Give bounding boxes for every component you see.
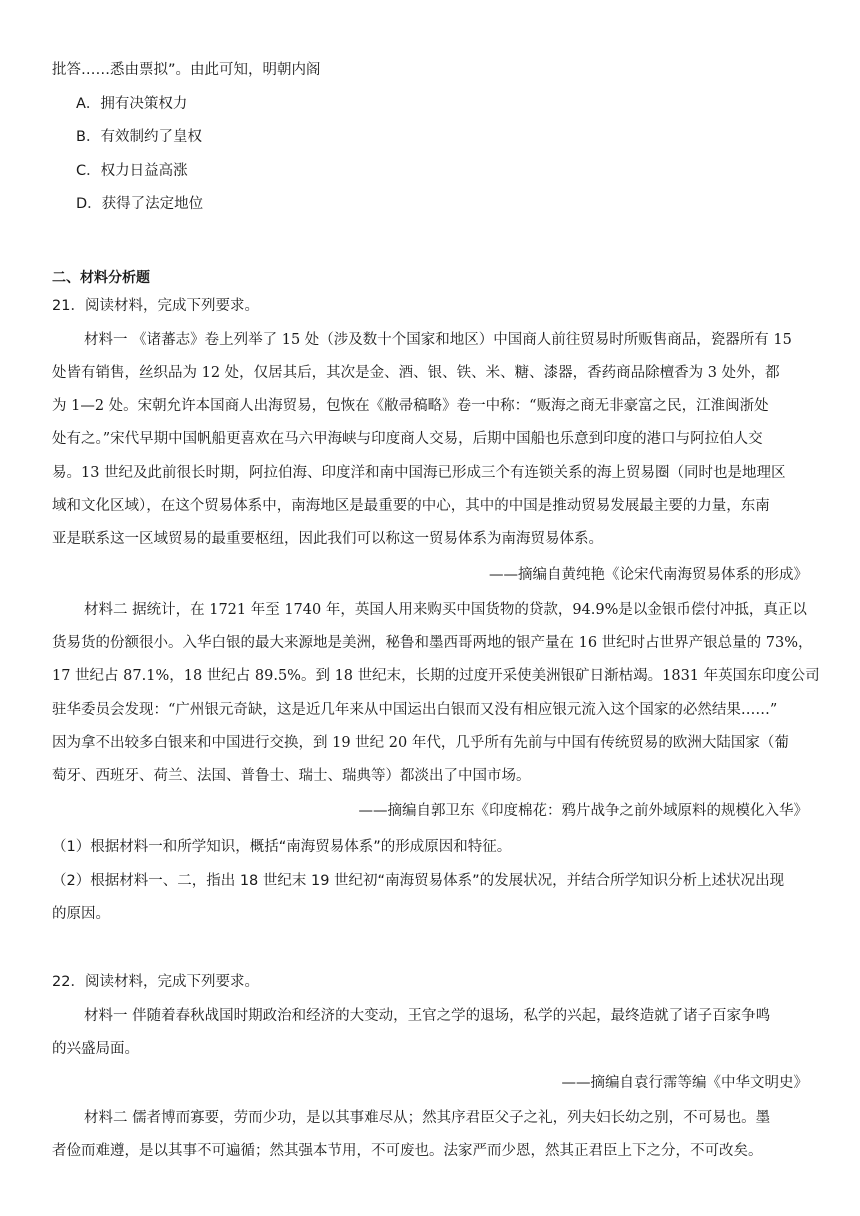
option-letter: D．	[76, 196, 102, 212]
q21-material2-line: 驻华委员会发现：“广州银元奇缺，这是近几年来从中国运出白银而又没有相应银元流入这个国家的必然结果……”	[52, 702, 778, 718]
q22-source1: ——摘编自袁行霈等编《中华文明史》	[561, 1075, 808, 1091]
q21-material2-line: 萄牙、西班牙、荷兰、法国、普鲁士、瑞士、瑞典等）都淡出了中国市场。	[52, 768, 531, 784]
q22-material2-line: 材料二 儒者博而寡要，劳而少功，是以其事难尽从；然其序君臣父子之礼，列夫妇长幼之别，不可易也。墨	[84, 1110, 771, 1126]
option-a[interactable]	[76, 94, 187, 114]
q21-material1-line: 材料一 《诸蕃志》卷上列举了 15 处（涉及数十个国家和地区）中国商人前往贸易时所贩售商品，瓷器所有 15	[84, 332, 792, 348]
q21-requirement-2-line: （2）根据材料一、二，指出 18 世纪末 19 世纪初“南海贸易体系”的发展状况，并结合所学知识分析上述状况出现	[52, 873, 785, 889]
section-title: 二、材料分析题	[52, 270, 150, 286]
q21-material1-line: 为 1—2 处。宋朝允许本国商人出海贸易，包恢在《敝帚稿略》卷一中称：“贩海之商无非豪富之民，江淮闽浙处	[52, 398, 769, 414]
q22-material2-line: 者俭而难遵，是以其事不可遍循；然其强本节用，不可废也。法家严而少恩，然其正君臣上下之分，不可改矣。	[52, 1143, 763, 1159]
option-d[interactable]	[76, 194, 203, 214]
q21-material2-line: 17 世纪占 87.1%，18 世纪占 89.5%。到 18 世纪末，长期的过度开采使美洲银矿日渐枯竭。1831 年英国东印度公司	[52, 668, 820, 684]
q21-material1-line: 易。13 世纪及此前很长时期，阿拉伯海、印度洋和南中国海已形成三个有连锁关系的海上贸易圈（同时也是地理区	[52, 465, 786, 481]
option-text: 拥有决策权力	[100, 96, 188, 112]
q21-material2-line: 因为拿不出较多白银来和中国进行交换，到 19 世纪 20 年代，几乎所有先前与中国有传统贸易的欧洲大陆国家（葡	[52, 735, 789, 751]
q21-material2-line: 货易货的份额很小。入华白银的最大来源地是美洲，秘鲁和墨西哥两地的银产量在 16 世纪时占世界产银总量的 73%，	[52, 635, 813, 651]
q21-material1-line: 处皆有销售，丝织品为 12 处，仅居其后，其次是金、酒、银、铁、米、糖、漆器，香药商品除檀香为 3 处外，都	[52, 365, 780, 381]
q21-title: 21．阅读材料，完成下列要求。	[52, 298, 259, 314]
option-text: 有效制约了皇权	[100, 129, 202, 145]
q22-material1-line: 的兴盛局面。	[52, 1041, 139, 1057]
q21-material2-line: 材料二 据统计，在 1721 年至 1740 年，英国人用来购买中国货物的贷款，94.9%是以金银币偿付冲抵，真正以	[84, 602, 807, 618]
q22-material1-line: 材料一 伴随着春秋战国时期政治和经济的大变动，王官之学的退场，私学的兴起，最终造就了诸子百家争鸣	[84, 1008, 771, 1024]
q21-requirement-1: （1）根据材料一和所学知识，概括“南海贸易体系”的形成原因和特征。	[52, 839, 512, 855]
q21-material1-line: 亚是联系这一区域贸易的最重要枢纽，因此我们可以称这一贸易体系为南海贸易体系。	[52, 531, 603, 547]
question-stem-tail: 批答……悉由票拟”。由此可知，明朝内阁	[52, 62, 321, 78]
q21-source2: ——摘编自郭卫东《印度棉花：鸦片战争之前外域原料的规模化入华》	[358, 803, 808, 819]
option-text: 权力日益高涨	[100, 163, 188, 179]
option-letter: B．	[76, 129, 101, 145]
q21-requirement-2-line: 的原因。	[52, 906, 110, 922]
q22-title: 22．阅读材料，完成下列要求。	[52, 974, 259, 990]
option-text: 获得了法定地位	[101, 196, 204, 212]
option-letter: C．	[76, 163, 101, 179]
q21-source1: ——摘编自黄纯艳《论宋代南海贸易体系的形成》	[489, 567, 808, 583]
q21-material1-line: 域和文化区域），在这个贸易体系中，南海地区是最重要的中心，其中的中国是推动贸易发展最主要的力量，东南	[52, 498, 770, 514]
q21-material1-line: 处有之。”宋代早期中国帆船更喜欢在马六甲海峡与印度商人交易，后期中国船也乐意到印度的港口与阿拉伯人交	[52, 431, 763, 447]
option-c[interactable]	[76, 161, 188, 181]
option-letter: A．	[76, 96, 101, 112]
option-b[interactable]	[76, 127, 202, 147]
